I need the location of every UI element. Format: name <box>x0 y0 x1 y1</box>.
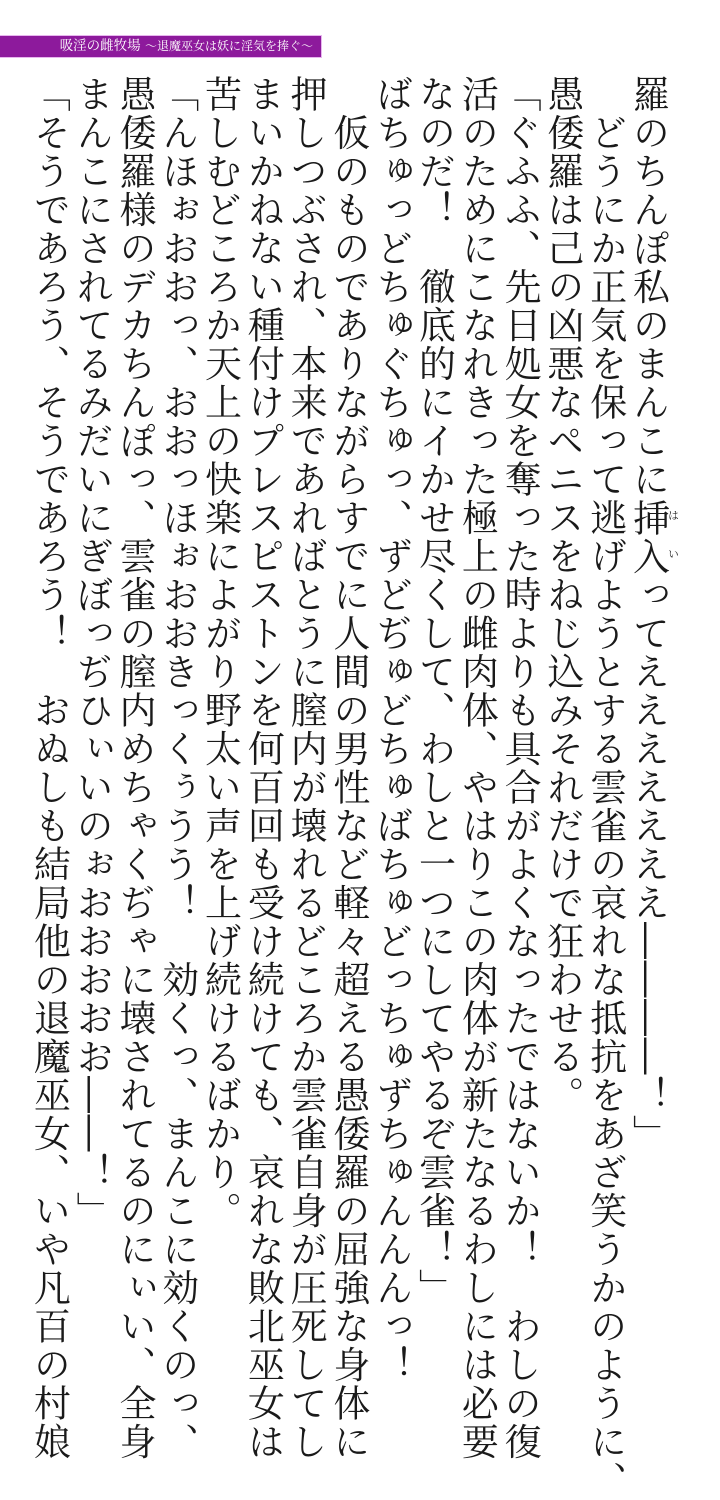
running-header <box>0 35 322 58</box>
text-column: 「ぐふふ、先日処女を奪った時よりも具合がよくなったではないか！ わしの復 <box>498 75 542 1461</box>
text-column: 愚倭羅は己の凶悪なペニスをねじ込みそれだけで狂わせる。 <box>540 75 584 1115</box>
book-subtitle: ～退魔巫女は妖に淫気を捧ぐ～ <box>144 39 313 53</box>
text-column: 愚倭羅様のデカちんぽっ、雲雀の膣内めちゃくぢゃに壊されてるのにぃい、全身 <box>112 75 156 1461</box>
ruby-reading: はい <box>666 498 680 576</box>
ruby-word <box>626 498 680 576</box>
text-column: まんこにされてるみだいにぎぼっぢひぃいのぉおおおおお――！」 <box>70 75 114 1230</box>
text-column: 仮のものでありながらすでに人間の男性など軽々超える愚倭羅の屈強な身体に <box>326 75 370 1461</box>
text-column: まいかねない種付けプレスピストンを何百回も受け続けても、哀れな敗北巫女は <box>241 75 285 1461</box>
book-title: 吸淫の雌牧場 <box>59 38 141 54</box>
text-column: なのだ！ 徹底的にイかせ尽くして、わしと一つにしてやるぞ雲雀！」 <box>412 75 456 1307</box>
text-column: 押しつぶされ、本来であればとうに膣内が壊れるどころか雲雀自身が圧死してし <box>284 75 328 1461</box>
text-column: 「んほぉおおっ、おおっほぉおおきっくぅうう！ 効くっ、まんこに効くのっ、 <box>155 75 199 1461</box>
text-column: 苦しむどころか天上の快楽によがり野太い声を上げ続けるばかり。 <box>198 75 242 1230</box>
text-column: ばちゅっどちゅぐちゅっ、ずどぢゅどちゅばちゅどっちゅずちゅんんんっ！ <box>369 75 413 1384</box>
text-column <box>626 75 680 1153</box>
text-column: 「そうであろう、そうであろう！ おぬしも結局他の退魔巫女、いや凡百の村娘 <box>27 75 71 1461</box>
vertical-body-text <box>27 75 680 1500</box>
ruby-base: 挿入 <box>626 498 670 576</box>
text-segment: ってえええええええ――――！」 <box>626 575 670 1153</box>
text-segment: 羅のちんぽ私のまんこに <box>626 75 670 499</box>
text-column: どうにか正気を保って逃げようとする雲雀の哀れな抵抗をあざ笑うかのように、 <box>583 75 627 1500</box>
text-column: 活のためにこなれきった極上の雌肉体、やはりこの肉体が新たなるわしには必要 <box>455 75 499 1461</box>
